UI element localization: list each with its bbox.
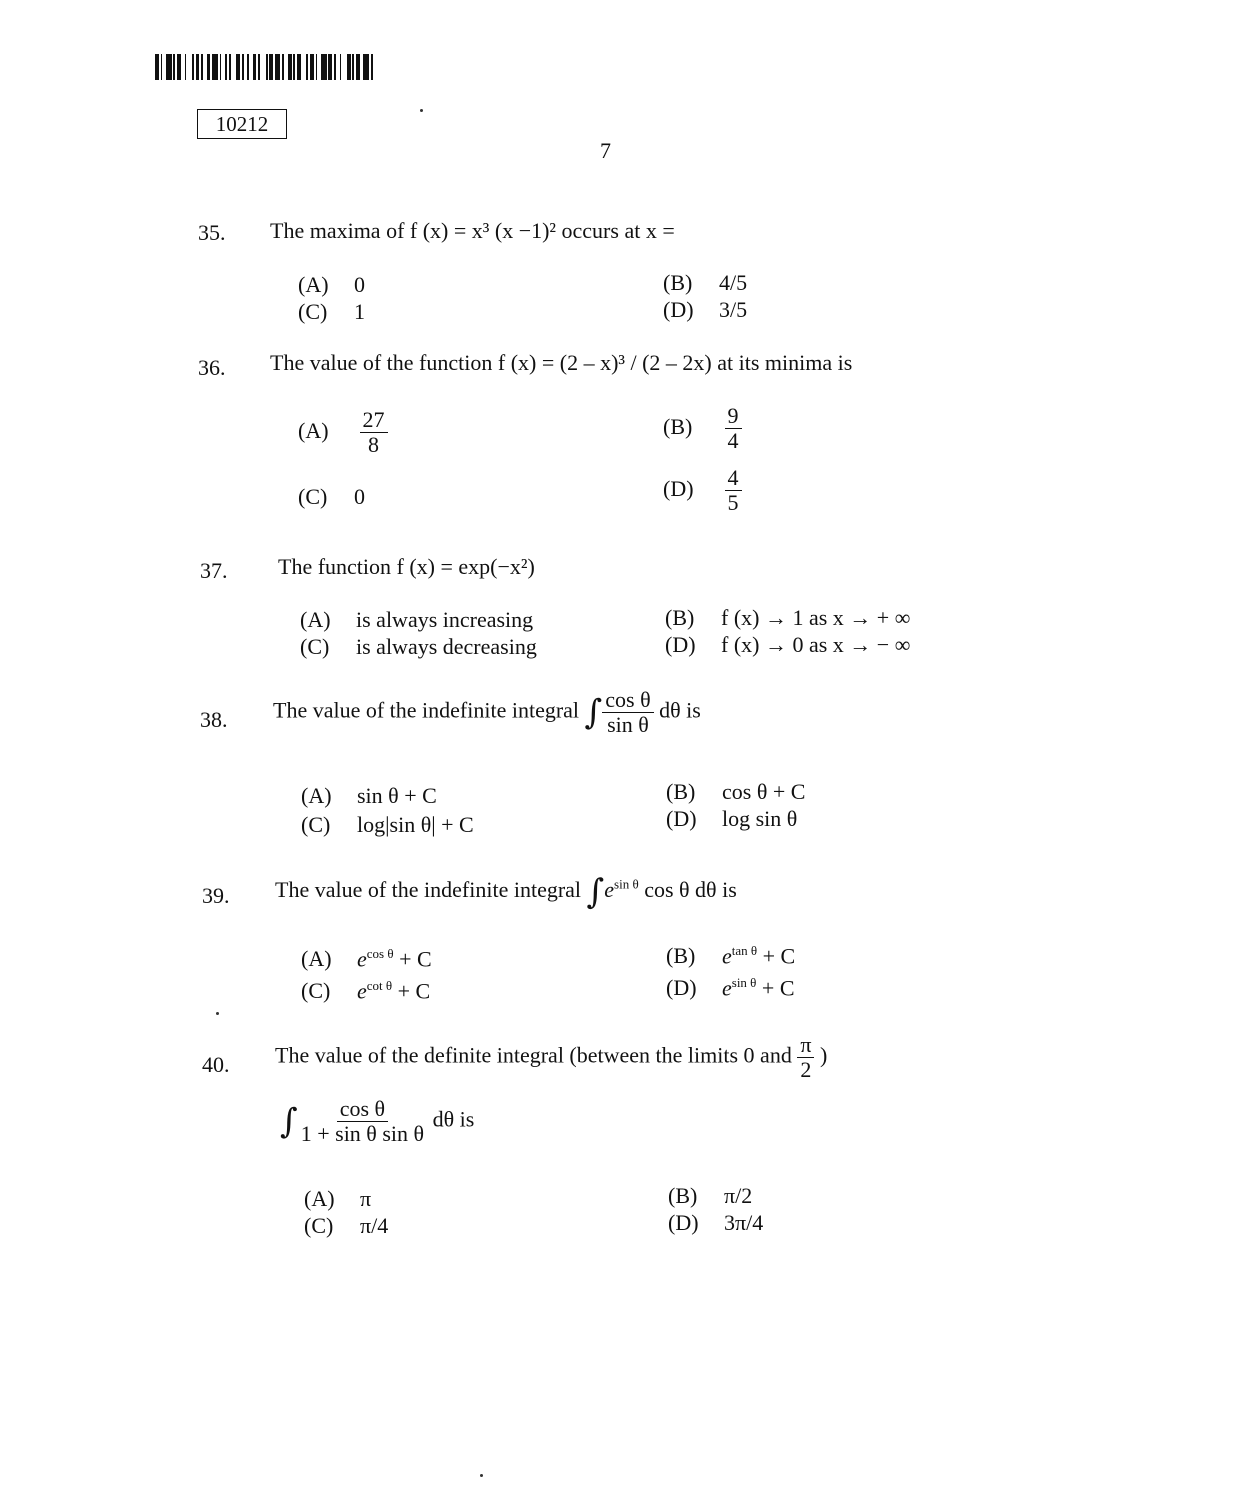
option-b: (B) f (x) → 1 as x → + ∞ [665,605,911,630]
limit-fraction: $\frac{\pi}{2}$ [797,1033,814,1082]
question-number: 39. [202,883,230,908]
option-d: (D) 3π/4 [668,1210,764,1235]
option-c: (C) is always decreasing [300,634,537,659]
option-a: (A) $e^{cos \theta} + C$ [301,946,432,972]
integral-sign: ∫ [584,692,603,733]
option-c: (C) log|sin θ| + C [301,812,474,837]
option-a: (A) is always increasing [300,607,534,632]
question-text: The maxima of f (x) = x³ (x −1)² occurs at x = [270,218,675,243]
option-a: (A) 0 [298,272,365,297]
question-number: 36. [198,355,226,380]
option-d: (D) 3/5 [663,297,748,322]
scan-speck [480,1474,483,1477]
option-b: (B) $\frac{9}{4}$ [663,404,742,453]
question-text: The value of the indefinite integral ∫ $\frac{\text{cos θ}}{\text{sin θ}}$ dθ is [273,687,701,738]
page-number: 7 [600,138,611,163]
option-d: (D) f (x) → 0 as x → − ∞ [665,632,911,657]
option-d: (D) $e^{sin \theta} + C$ [666,975,795,1001]
option-d: (D) log sin θ [666,806,798,831]
fraction: $\frac{4}{5}$ [725,466,742,515]
scan-speck [420,109,423,112]
option-c: (C) 1 [298,299,365,324]
barcode-bar [373,54,377,80]
fraction: $\frac{9}{4}$ [725,404,742,453]
integral-sign: ∫ [586,872,605,912]
scan-speck [216,1012,219,1015]
question-text: The function f (x) = exp(−x²) [278,554,535,579]
paper-code-box: 10212 [197,109,287,139]
option-a: (A) $\frac{27}{8}$ [298,408,388,457]
question-text: The value of the definite integral (between the limits 0 and $\frac{\pi}{2}$ ) [275,1032,828,1083]
question-number: 37. [200,558,228,583]
option-b: (B) $e^{tan \theta} + C$ [666,943,796,969]
option-a: (A) sin θ + C [301,783,437,808]
option-c: (C) $e^{cot \theta} + C$ [301,978,431,1004]
option-b: (B) 4/5 [663,270,748,295]
integral-expression: ∫ $\frac{\text{cos θ}}{\text{1 + sin θ sin θ}}$ dθ is [280,1096,475,1147]
option-d: (D) $\frac{4}{5}$ [663,466,742,515]
question-number: 38. [200,707,228,732]
question-text: The value of the indefinite integral $\int e^{sin \theta}$ cos θ dθ is [275,872,737,912]
question-number: 40. [202,1052,230,1077]
question-number: 35. [198,220,226,245]
option-a: (A) π [304,1186,372,1211]
integrand-fraction: $\frac{\text{cos θ}}{\text{1 + sin θ sin θ}}$ [300,1096,425,1147]
option-b: (B) π/2 [668,1183,753,1208]
option-b: (B) cos θ + C [666,779,806,804]
option-c: (C) π/4 [304,1213,389,1238]
option-c: (C) 0 [298,484,365,509]
question-text: The value of the function f (x) = (2 – x)³ / (2 – 2x) at its minima is [270,350,853,375]
integrand-fraction: $\frac{\text{cos θ}}{\text{sin θ}}$ [602,688,653,737]
fraction: $\frac{27}{8}$ [360,408,388,457]
integral-sign: ∫ [280,1101,298,1142]
barcode [155,54,377,80]
